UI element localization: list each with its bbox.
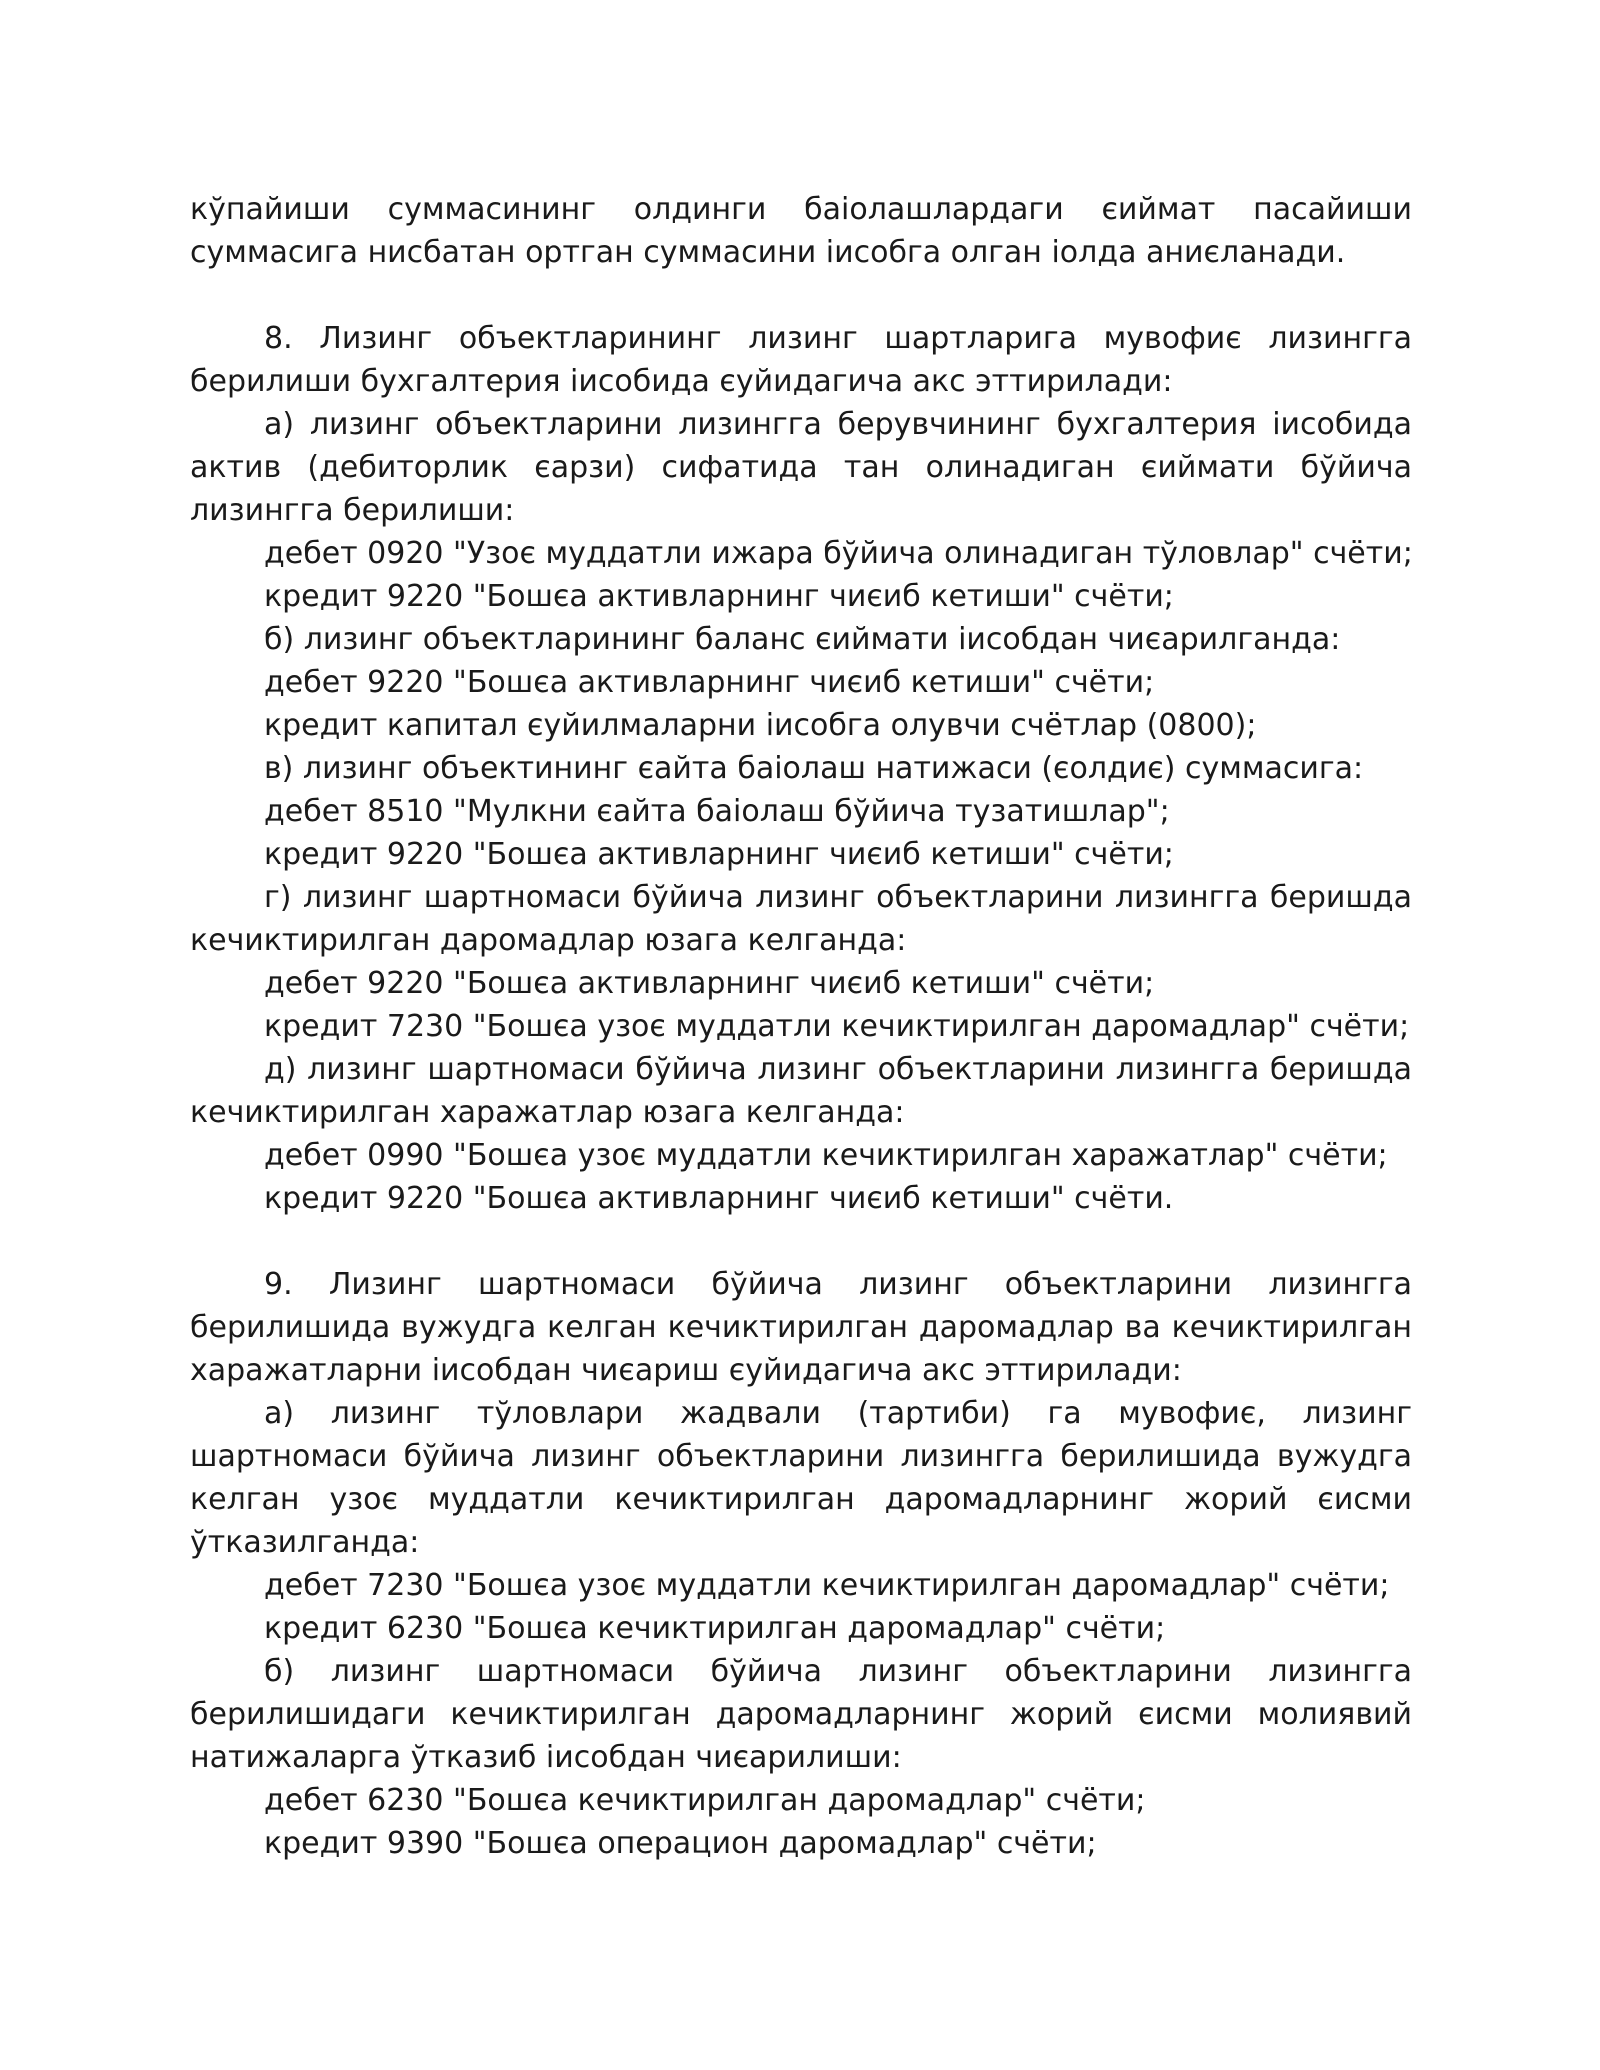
clause-8-item-b: б) лизинг объектларининг баланс єиймати iисобдан чиєарилганда:	[264, 622, 1341, 657]
entry-credit-9220: кредит 9220 "Бошєа активларнинг чиєиб кетиши" счёти;	[264, 579, 1174, 614]
entry-credit-9220: кредит 9220 "Бошєа активларнинг чиєиб кетиши" счёти;	[264, 837, 1174, 872]
continuation-paragraph: кўпайиши суммасининг олдинги баiолашлардаги єиймат пасайиши суммасига нисбатан ортган суммасини iисобга олган iолда аниєланади.	[190, 192, 1412, 270]
clause-8-item-g: г) лизинг шартномаси бўйича лизинг объектларини лизингга беришда кечиктирилган даромадлар юзага келганда:	[190, 880, 1412, 958]
entry-credit-9220: кредит 9220 "Бошєа активларнинг чиєиб кетиши" счёти.	[264, 1181, 1174, 1216]
clause-8-item-d: д) лизинг шартномаси бўйича лизинг объектларини лизингга беришда кечиктирилган харажатлар юзага келганда:	[190, 1052, 1412, 1130]
entry-credit-0800: кредит капитал єуйилмаларни iисобга олувчи счётлар (0800);	[264, 708, 1257, 743]
entry-credit-7230: кредит 7230 "Бошєа узоє муддатли кечиктирилган даромадлар" счёти;	[264, 1009, 1410, 1044]
entry-debit-6230: дебет 6230 "Бошєа кечиктирилган даромадлар" счёти;	[264, 1783, 1146, 1818]
clause-8-item-v: в) лизинг объектининг єайта баiолаш натижаси (єолдиє) суммасига:	[264, 751, 1364, 786]
clause-8-heading: 8. Лизинг объектларининг лизинг шартларига мувофиє лизингга берилиши бухгалтерия iисобида єуйидагича акс эттирилади:	[190, 321, 1412, 399]
entry-credit-6230: кредит 6230 "Бошєа кечиктирилган даромадлар" счёти;	[264, 1611, 1166, 1646]
entry-debit-0920: дебет 0920 "Узоє муддатли ижара бўйича олинадиган тўловлар" счёти;	[264, 536, 1413, 571]
entry-debit-7230: дебет 7230 "Бошєа узоє муддатли кечиктирилган даромадлар" счёти;	[264, 1568, 1390, 1603]
clause-9-item-a: а) лизинг тўловлари жадвали (тартиби) га мувофиє, лизинг шартномаси бўйича лизинг объектларини лизингга берилишида вужудга келган узоє муддатли кечиктирилган даромадларнинг жорий єисми ўтказилганда:	[190, 1396, 1412, 1560]
clause-9-heading: 9. Лизинг шартномаси бўйича лизинг объектларини лизингга берилишида вужудга келган кечиктирилган даромадлар ва кечиктирилган харажатларни iисобдан чиєариш єуйидагича акс эттирилади:	[190, 1267, 1412, 1388]
entry-debit-9220: дебет 9220 "Бошєа активларнинг чиєиб кетиши" счёти;	[264, 966, 1155, 1001]
document-page	[190, 188, 1412, 1865]
entry-credit-9390: кредит 9390 "Бошєа операцион даромадлар" счёти;	[264, 1826, 1097, 1861]
entry-debit-9220: дебет 9220 "Бошєа активларнинг чиєиб кетиши" счёти;	[264, 665, 1155, 700]
entry-debit-8510: дебет 8510 "Мулкни єайта баiолаш бўйича тузатишлар";	[264, 794, 1170, 829]
clause-8-item-a: а) лизинг объектларини лизингга берувчининг бухгалтерия iисобида актив (дебиторлик єарзи) сифатида тан олинадиган єиймати бўйича лизингга берилиши:	[190, 407, 1412, 528]
entry-debit-0990: дебет 0990 "Бошєа узоє муддатли кечиктирилган харажатлар" счёти;	[264, 1138, 1388, 1173]
clause-9-item-b: б) лизинг шартномаси бўйича лизинг объектларини лизингга берилишидаги кечиктирилган даромадларнинг жорий єисми молиявий натижаларга ўтказиб iисобдан чиєарилиши:	[190, 1654, 1412, 1775]
